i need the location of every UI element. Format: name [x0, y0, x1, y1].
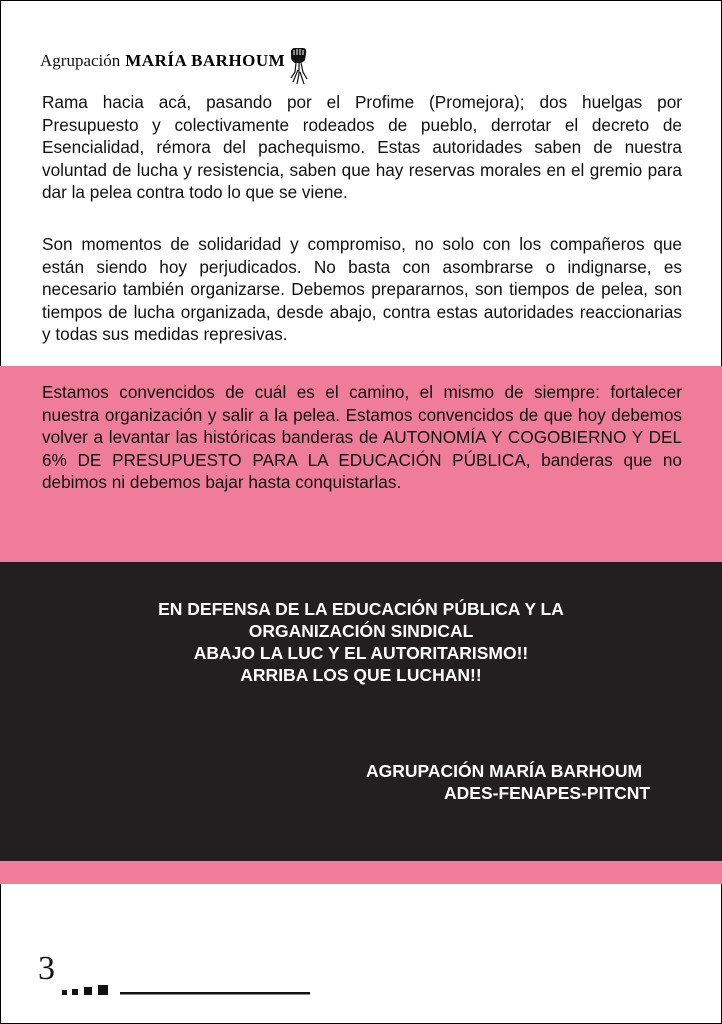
slogan-line-3: ABAJO LA LUC Y EL AUTORITARISMO!!: [193, 643, 529, 663]
signature-line-1: AGRUPACIÓN MARÍA BARHOUM: [366, 761, 643, 781]
signature-line-2: ADES-FENAPES-PITCNT: [444, 783, 651, 803]
slogan-line-1: EN DEFENSA DE LA EDUCACIÓN PÚBLICA Y LA: [158, 599, 564, 619]
page-number: 3: [38, 950, 55, 987]
raised-fist-logo-icon: [287, 46, 309, 86]
org-header: [40, 36, 309, 86]
page-number-decoration: [62, 985, 322, 999]
org-prefix: Agrupación: [40, 51, 121, 70]
body-paragraph-2: Son momentos de solidaridad y compromiso, no solo con los compañeros que están siendo hoy perjudicados. No basta con asombrarse o indignarse, es necesario también organizarse. Debemos prepararnos, son tiempos de pelea, son tiempos de lucha organizada, desde abajo, contra estas autoridades reaccionarias y todas sus medidas represivas.: [42, 234, 682, 345]
slogan-line-2: ORGANIZACIÓN SINDICAL: [248, 621, 474, 641]
pink-strip: [0, 861, 722, 884]
org-name: MARÍA BARHOUM: [125, 51, 286, 70]
slogan-line-4: ARRIBA LOS QUE LUCHAN!!: [240, 665, 482, 685]
body-paragraph-3: Estamos convencidos de cuál es el camino, el mismo de siempre: fortalecer nuestra organización y salir a la pelea. Estamos convencidos de que hoy debemos volver a levantar las históricas banderas de AUTONOMÍA Y COGOBIERNO Y DEL 6% DE PRESUPUESTO PARA LA EDUCACIÓN PÚBLICA, banderas que no debimos ni debemos bajar hasta conquistarlas.: [42, 382, 682, 493]
body-paragraph-1: Rama hacia acá, pasando por el Profime (Promejora); dos huelgas por Presupuesto y colectivamente rodeados de pueblo, derrotar el decreto de Esencialidad, rémora del pachequismo. Estas autoridades saben de nuestra voluntad de lucha y resistencia, saben que hay reservas morales en el gremio para dar la pelea contra todo lo que se viene.: [42, 92, 682, 203]
slogans: [0, 598, 722, 686]
signature: [330, 760, 690, 804]
